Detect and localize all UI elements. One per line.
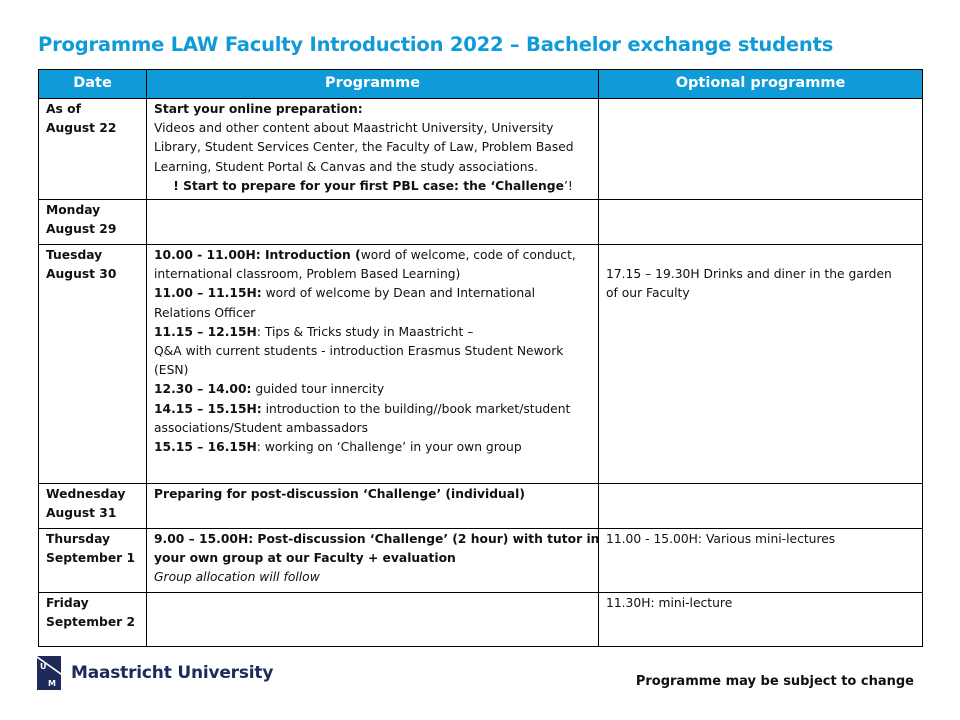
programme-item [154,380,592,399]
date-date: August 31 [46,506,117,521]
programme-heading: Start your online preparation: [154,102,363,116]
programme-item [154,438,592,457]
optional-cell [599,99,923,200]
programme-text: word of welcome by Dean and International [261,286,536,301]
programme-text: (ESN) [154,363,189,378]
programme-line: your own group at our Faculty + evaluation [154,551,456,566]
table-row-sep-2 [39,593,923,647]
date-day: Wednesday [46,487,126,502]
date-day: Monday [46,203,101,218]
programme-line: Library, Student Services Center, the Faculty of Law, Problem Based [154,140,574,155]
date-cell [39,200,147,245]
programme-cell: Preparing for post-discussion ‘Challenge’ (individual) [147,484,599,529]
programme-text: word of welcome, code of conduct, [360,248,576,263]
programme-item [154,246,592,265]
date-date: August 30 [46,267,117,282]
programme-item [154,323,592,342]
programme-cell [147,245,599,484]
programme-cell [147,200,599,245]
optional-cell: 11.00 - 15.00H: Various mini-lectures [599,529,923,593]
programme-line: 9.00 – 15.00H: Post-discussion ‘Challenge’ (2 hour) with tutor in [154,532,600,547]
programme-text: introduction to the building//book market/student [261,401,571,416]
date-cell [39,484,147,529]
programme-item [154,361,592,380]
table-header-row [39,70,923,99]
logo-mark-letter-u: U [40,662,47,671]
programme-item [154,419,592,438]
optional-cell: 11.30H: mini-lecture [599,593,923,647]
optional-cell [599,245,923,484]
table-row-aug-22 [39,99,923,200]
programme-text: Q&A with current students - introduction Erasmus Student Nework [154,344,564,359]
table-row-aug-31 [39,484,923,529]
university-logo [37,656,273,690]
programme-item [154,284,592,303]
optional-line: of our Faculty [606,286,690,301]
programme-table [38,69,923,647]
logo-mark-letter-m: M [48,679,56,688]
programme-line: Learning, Student Portal & Canvas and the study associations. [154,159,538,174]
date-cell [39,593,147,647]
programme-cell [147,593,599,647]
date-day: Thursday [46,532,111,547]
programme-time: 14.15 – 15.15H: [154,401,262,416]
date-day: As of [46,102,81,116]
programme-text: : Tips & Tricks study in Maastricht – [256,324,474,339]
programme-text: associations/Student ambassadors [154,420,369,435]
optional-cell [599,484,923,529]
programme-text: Relations Officer [154,305,256,320]
date-date: August 29 [46,222,117,237]
programme-text: : working on ‘Challenge’ in your own group [256,440,522,455]
date-cell [39,529,147,593]
date-date: August 22 [46,121,117,136]
optional-cell [599,200,923,245]
programme-time: 11.00 – 11.15H: [154,286,262,301]
programme-note [154,177,592,196]
logo-text: Maastricht University [71,663,274,683]
table-row-aug-30 [39,245,923,484]
page-title: Programme LAW Faculty Introduction 2022 – Bachelor exchange students [38,33,834,56]
programme-item [154,265,592,284]
programme-cell [147,529,599,593]
header-optional-programme: Optional programme [599,70,923,99]
table-row-aug-29 [39,200,923,245]
programme-item [154,304,592,323]
um-logo-icon [37,656,61,690]
date-date: September 1 [46,551,136,566]
date-date: September 2 [46,615,136,630]
programme-text: guided tour innercity [251,382,385,397]
date-cell [39,99,147,200]
date-day: Friday [46,596,89,611]
note-bold: ! Start to prepare for your first PBL case: the ‘Challenge [173,178,564,193]
programme-line: Videos and other content about Maastricht University, University [154,121,554,136]
optional-line: 17.15 – 19.30H Drinks and diner in the garden [606,267,892,282]
programme-time: 10.00 - 11.00H: Introduction ( [154,248,361,263]
programme-note: Group allocation will follow [154,570,320,585]
change-notice: Programme may be subject to change [635,674,914,689]
header-programme: Programme [147,70,599,99]
table-row-sep-1 [39,529,923,593]
programme-text: international classroom, Problem Based Learning) [154,267,461,282]
programme-time: 15.15 – 16.15H [154,440,257,455]
programme-time: 12.30 – 14.00: [154,382,252,397]
programme-cell [147,99,599,200]
date-day: Tuesday [46,248,103,263]
programme-item [154,400,592,419]
header-date: Date [39,70,147,99]
programme-item [154,342,592,361]
programme-time: 11.15 – 12.15H [154,324,257,339]
date-cell [39,245,147,484]
note-end: ’! [563,178,573,193]
